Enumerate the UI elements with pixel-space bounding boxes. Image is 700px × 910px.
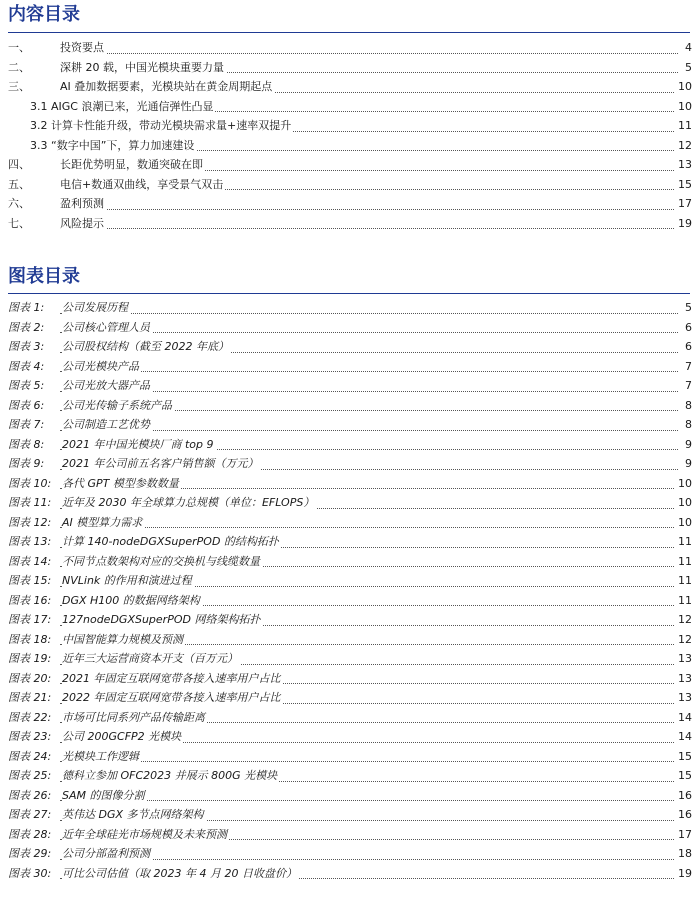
figure-entry-page: 14 [675, 708, 692, 728]
figure-entry-title: 计算 140-nodeDGXSuperPOD 的结构拓扑 [62, 532, 281, 552]
figure-entry-title: 光模块工作逻辑 [62, 747, 141, 767]
figure-entry-page: 16 [675, 805, 692, 825]
figure-entry-title: 德科立参加 OFC2023 并展示 800G 光模块 [62, 766, 279, 786]
figure-entry-label: 图表 2: [8, 320, 45, 334]
figure-entry[interactable] [0, 493, 700, 513]
toc-entry-number: 四、 [8, 158, 30, 171]
toc-entry-title: 投资要点 [60, 38, 106, 58]
figure-entry[interactable] [0, 669, 700, 689]
figure-entry-title: 127nodeDGXSuperPOD 网络架构拓扑 [62, 610, 262, 630]
figure-entry-label: 图表 5: [8, 379, 45, 392]
toc-entry[interactable] [0, 77, 700, 97]
figure-entry-title: 公司制造工艺优势 [62, 415, 152, 435]
toc-entry-title: 3.3 “数字中国”下，算力加速建设 [30, 136, 196, 156]
leader-dots [60, 800, 678, 801]
figure-entry-page: 11 [675, 591, 692, 611]
figure-entry[interactable] [0, 747, 700, 767]
figure-entry-label: 图表 6: [8, 398, 45, 412]
figure-entry-title: 公司 200GCFP2 光模块 [62, 727, 183, 747]
figure-entry-title: 英伟达 DGX 多节点网络架构 [62, 805, 206, 825]
figure-entry-title: NVLink 的作用和演进过程 [62, 571, 194, 591]
figure-entry-label: 图表 13: [8, 535, 52, 548]
leader-dots [60, 761, 678, 762]
figure-entry-label: 图表 3: [8, 340, 45, 353]
figure-entry-title: 不同节点数架构对应的交换机与线缆数量 [62, 552, 262, 572]
figure-entry-title: SAM 的图像分割 [62, 786, 147, 806]
figure-entry-page: 9 [682, 454, 692, 474]
figure-entry[interactable] [0, 688, 700, 708]
figure-entry-page: 17 [675, 825, 692, 845]
leader-dots [60, 859, 678, 860]
figure-entry-label: 图表 7: [8, 418, 45, 431]
figure-entry-page: 12 [675, 610, 692, 630]
leader-dots [60, 527, 678, 528]
figure-entry-page: 8 [682, 415, 692, 435]
figure-entry-title: 公司光放大器产品 [62, 376, 152, 396]
figure-entry-title: 2022 年固定互联网宽带各接入速率用户占比 [62, 688, 283, 708]
toc-entry-title: 盈利预测 [60, 194, 106, 214]
leader-dots [60, 209, 678, 210]
toc-entry-title: 深耕 20 载，中国光模块重要力量 [60, 58, 226, 78]
figure-entry-page: 13 [675, 649, 692, 669]
figure-entry-page: 16 [675, 786, 692, 806]
figure-entry-title: 2021 年固定互联网宽带各接入速率用户占比 [62, 669, 283, 689]
toc-entry[interactable] [0, 116, 700, 136]
figure-entry-label: 图表 1: [8, 301, 45, 314]
figure-entry-label: 图表 26: [8, 788, 52, 802]
figure-entry-label: 图表 18: [8, 632, 52, 646]
figure-entry-title: 公司光模块产品 [62, 357, 141, 377]
figure-entry[interactable] [0, 766, 700, 786]
figure-entry-page: 12 [675, 630, 692, 650]
figure-entry[interactable] [0, 298, 700, 318]
figure-entry-label: 图表 10: [8, 476, 52, 490]
toc-entry-page: 4 [682, 38, 692, 58]
figure-entry-label: 图表 17: [8, 613, 52, 626]
toc-entry-title: 3.2 计算卡性能升级，带动光模块需求量+速率双提升 [30, 116, 293, 136]
figure-entry[interactable] [0, 454, 700, 474]
figure-entry[interactable] [0, 571, 700, 591]
figure-entry-label: 图表 30: [8, 866, 52, 880]
figure-entry-page: 6 [682, 318, 692, 338]
figure-entry[interactable] [0, 864, 700, 884]
figure-entry[interactable] [0, 318, 700, 338]
leader-dots [60, 332, 678, 333]
figure-entry[interactable] [0, 474, 700, 494]
figure-entry-label: 图表 22: [8, 710, 52, 724]
figure-entry-page: 11 [675, 532, 692, 552]
figure-entry[interactable] [0, 825, 700, 845]
figure-entry-label: 图表 14: [8, 554, 52, 568]
toc-entry-page: 5 [682, 58, 692, 78]
figure-entry[interactable] [0, 630, 700, 650]
figures-list [0, 298, 700, 883]
toc-entry[interactable] [0, 97, 700, 117]
toc-entry[interactable] [0, 58, 700, 78]
leader-dots [60, 313, 678, 314]
figure-entry-page: 13 [675, 688, 692, 708]
figure-entry-label: 图表 28: [8, 827, 52, 841]
toc-entry-page: 15 [675, 175, 692, 195]
toc-entry-title: 3.1 AIGC 浪潮已来，光通信弹性凸显 [30, 97, 215, 117]
contents-divider [8, 32, 690, 33]
leader-dots [60, 228, 678, 229]
toc-entry-page: 17 [675, 194, 692, 214]
figure-entry-title: 近年及 2030 年全球算力总规模（单位：EFLOPS） [62, 493, 316, 513]
figure-entry-page: 15 [675, 766, 692, 786]
figure-entry-page: 13 [675, 669, 692, 689]
figure-entry-label: 图表 25: [8, 769, 52, 782]
figure-entry[interactable] [0, 844, 700, 864]
figure-entry-page: 9 [682, 435, 692, 455]
toc-entry-number: 五、 [8, 177, 30, 191]
figure-entry-title: 近年三大运营商资本开支（百万元） [62, 649, 240, 669]
figure-entry-label: 图表 27: [8, 808, 52, 821]
toc-entry-page: 12 [675, 136, 692, 156]
toc-entry[interactable] [0, 194, 700, 214]
figure-entry-page: 5 [682, 298, 692, 318]
contents-heading: 内容目录 [8, 4, 80, 25]
toc-entry-number: 二、 [8, 60, 30, 74]
figure-entry[interactable] [0, 552, 700, 572]
figure-entry-label: 图表 11: [8, 496, 52, 509]
figure-entry-label: 图表 12: [8, 515, 52, 529]
figure-entry-page: 6 [682, 337, 692, 357]
figure-entry-title: 公司核心管理人员 [62, 318, 152, 338]
figure-entry-title: DGX H100 的数据网络架构 [62, 591, 202, 611]
figure-entry-page: 14 [675, 727, 692, 747]
figure-entry-page: 11 [675, 552, 692, 572]
figure-entry-label: 图表 19: [8, 652, 52, 665]
toc-entry-title: 长距优势明显，数通突破在即 [60, 155, 205, 175]
toc-entry-title: 电信+数通双曲线，享受景气双击 [60, 175, 225, 195]
figure-entry[interactable] [0, 805, 700, 825]
figure-entry-page: 18 [675, 844, 692, 864]
figure-entry[interactable] [0, 376, 700, 396]
figure-entry-title: 2021 年公司前五名客户销售额（万元） [62, 454, 261, 474]
figure-entry-title: 市场可比同系列产品传输距离 [62, 708, 207, 728]
figure-entry[interactable] [0, 513, 700, 533]
figure-entry-page: 10 [675, 474, 692, 494]
figure-entry-page: 15 [675, 747, 692, 767]
toc-entry-page: 10 [675, 97, 692, 117]
figures-divider [8, 293, 690, 294]
toc-entry-page: 13 [675, 155, 692, 175]
figure-entry-label: 图表 4: [8, 359, 45, 373]
contents-list [0, 38, 700, 233]
figure-entry-page: 10 [675, 513, 692, 533]
figure-entry-title: 公司分部盈利预测 [62, 844, 152, 864]
toc-entry[interactable] [0, 214, 700, 234]
toc-entry-number: 一、 [8, 41, 30, 54]
toc-entry-page: 19 [675, 214, 692, 234]
figure-entry-label: 图表 23: [8, 730, 52, 743]
figure-entry[interactable] [0, 649, 700, 669]
toc-entry-number: 三、 [8, 80, 30, 93]
figure-entry-title: AI 模型算力需求 [62, 513, 144, 533]
figure-entry-label: 图表 16: [8, 593, 52, 607]
toc-entry[interactable] [0, 38, 700, 58]
toc-entry[interactable] [0, 175, 700, 195]
figure-entry-label: 图表 20: [8, 671, 52, 685]
figure-entry-page: 8 [682, 396, 692, 416]
figure-entry[interactable] [0, 435, 700, 455]
figure-entry[interactable] [0, 357, 700, 377]
leader-dots [60, 391, 678, 392]
figure-entry-title: 公司发展历程 [62, 298, 130, 318]
figure-entry-label: 图表 15: [8, 574, 52, 587]
figure-entry-label: 图表 29: [8, 847, 52, 860]
figure-entry[interactable] [0, 591, 700, 611]
toc-entry[interactable] [0, 155, 700, 175]
figure-entry[interactable] [0, 532, 700, 552]
figure-entry-page: 7 [682, 376, 692, 396]
toc-entry-page: 10 [675, 77, 692, 97]
figure-entry[interactable] [0, 396, 700, 416]
figure-entry-title: 各代 GPT 模型参数数量 [62, 474, 181, 494]
toc-entry-page: 11 [675, 116, 692, 136]
figure-entry[interactable] [0, 610, 700, 630]
figure-entry-label: 图表 9: [8, 457, 45, 470]
leader-dots [60, 371, 678, 372]
figure-entry-label: 图表 8: [8, 437, 45, 451]
toc-entry-number: 六、 [8, 197, 30, 210]
toc-entry[interactable] [0, 136, 700, 156]
figure-entry-title: 中国智能算力规模及预测 [62, 630, 185, 650]
figure-entry-page: 11 [675, 571, 692, 591]
figure-entry-title: 公司光传输子系统产品 [62, 396, 174, 416]
figure-entry[interactable] [0, 337, 700, 357]
figure-entry[interactable] [0, 708, 700, 728]
figure-entry-title: 公司股权结构（截至 2022 年底） [62, 337, 231, 357]
figure-entry-title: 2021 年中国光模块厂商 top 9 [62, 435, 216, 455]
toc-entry-title: 风险提示 [60, 214, 106, 234]
figure-entry-title: 可比公司估值（取 2023 年 4 月 20 日收盘价） [62, 864, 299, 884]
leader-dots [60, 53, 678, 54]
figure-entry-label: 图表 21: [8, 691, 52, 704]
toc-entry-title: AI 叠加数据要素，光模块站在黄金周期起点 [60, 77, 274, 97]
figure-entry-page: 19 [675, 864, 692, 884]
figure-entry-page: 10 [675, 493, 692, 513]
figure-entry[interactable] [0, 727, 700, 747]
figures-heading: 图表目录 [8, 266, 80, 287]
leader-dots [60, 430, 678, 431]
figure-entry-page: 7 [682, 357, 692, 377]
figure-entry-title: 近年全球硅光市场规模及未来预测 [62, 825, 229, 845]
figure-entry[interactable] [0, 786, 700, 806]
figure-entry-label: 图表 24: [8, 749, 52, 763]
figure-entry[interactable] [0, 415, 700, 435]
toc-entry-number: 七、 [8, 216, 30, 230]
